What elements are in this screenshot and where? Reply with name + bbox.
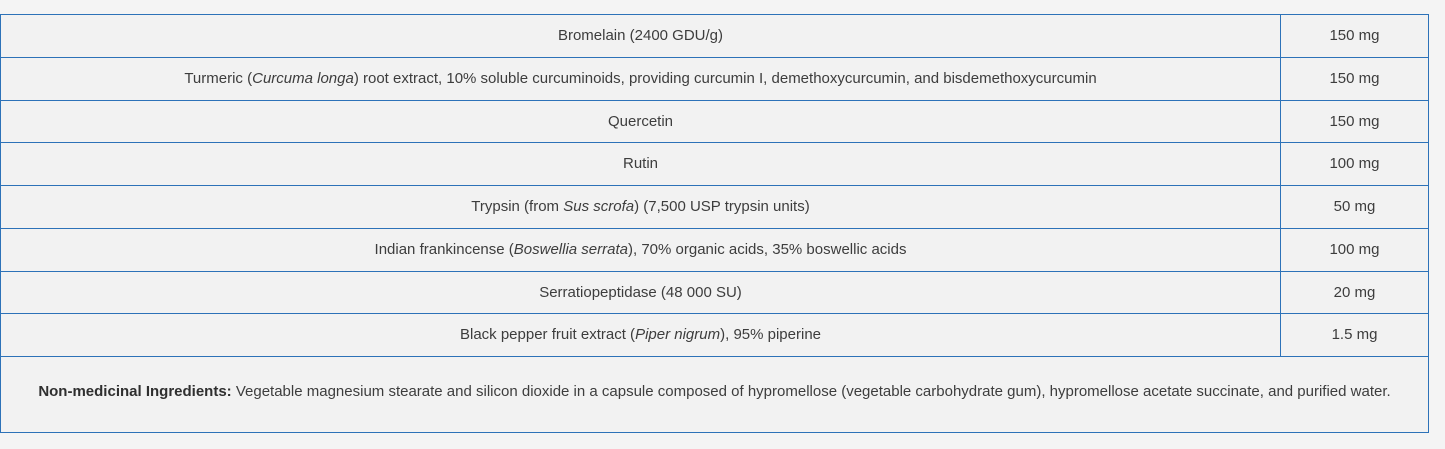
ingredient-name: Turmeric (Curcuma longa) root extract, 10% soluble curcuminoids, providing curcumin I, demethoxycurcumin, and bisdemethoxycurcumin [1,57,1281,100]
table-row [1,228,1429,271]
ingredients-table-body [1,15,1429,433]
ingredient-name: Bromelain (2400 GDU/g) [1,15,1281,58]
ingredient-amount: 1.5 mg [1281,314,1429,357]
table-row [1,357,1429,433]
table-row [1,314,1429,357]
non-medicinal-ingredients-cell [1,357,1429,433]
ingredient-amount: 150 mg [1281,57,1429,100]
ingredient-amount: 150 mg [1281,100,1429,143]
non-medicinal-ingredients-label: Non-medicinal Ingredients: [38,383,232,400]
ingredient-name: Rutin [1,143,1281,186]
ingredients-table-container [0,14,1429,433]
table-row [1,100,1429,143]
ingredients-table [0,14,1429,433]
ingredient-name: Trypsin (from Sus scrofa) (7,500 USP trypsin units) [1,186,1281,229]
ingredient-amount: 100 mg [1281,228,1429,271]
ingredient-name: Quercetin [1,100,1281,143]
ingredient-amount: 50 mg [1281,186,1429,229]
table-row [1,186,1429,229]
table-row [1,57,1429,100]
table-row [1,271,1429,314]
table-row [1,15,1429,58]
ingredient-name: Indian frankincense (Boswellia serrata), 70% organic acids, 35% boswellic acids [1,228,1281,271]
ingredient-name: Black pepper fruit extract (Piper nigrum), 95% piperine [1,314,1281,357]
non-medicinal-ingredients-text: Vegetable magnesium stearate and silicon dioxide in a capsule composed of hypromellose (vegetable carbohydrate gum), hypromellose acetate succinate, and purified water. [235,383,1391,400]
ingredient-amount: 100 mg [1281,143,1429,186]
ingredient-amount: 20 mg [1281,271,1429,314]
ingredient-name: Serratiopeptidase (48 000 SU) [1,271,1281,314]
ingredient-amount: 150 mg [1281,15,1429,58]
table-row [1,143,1429,186]
